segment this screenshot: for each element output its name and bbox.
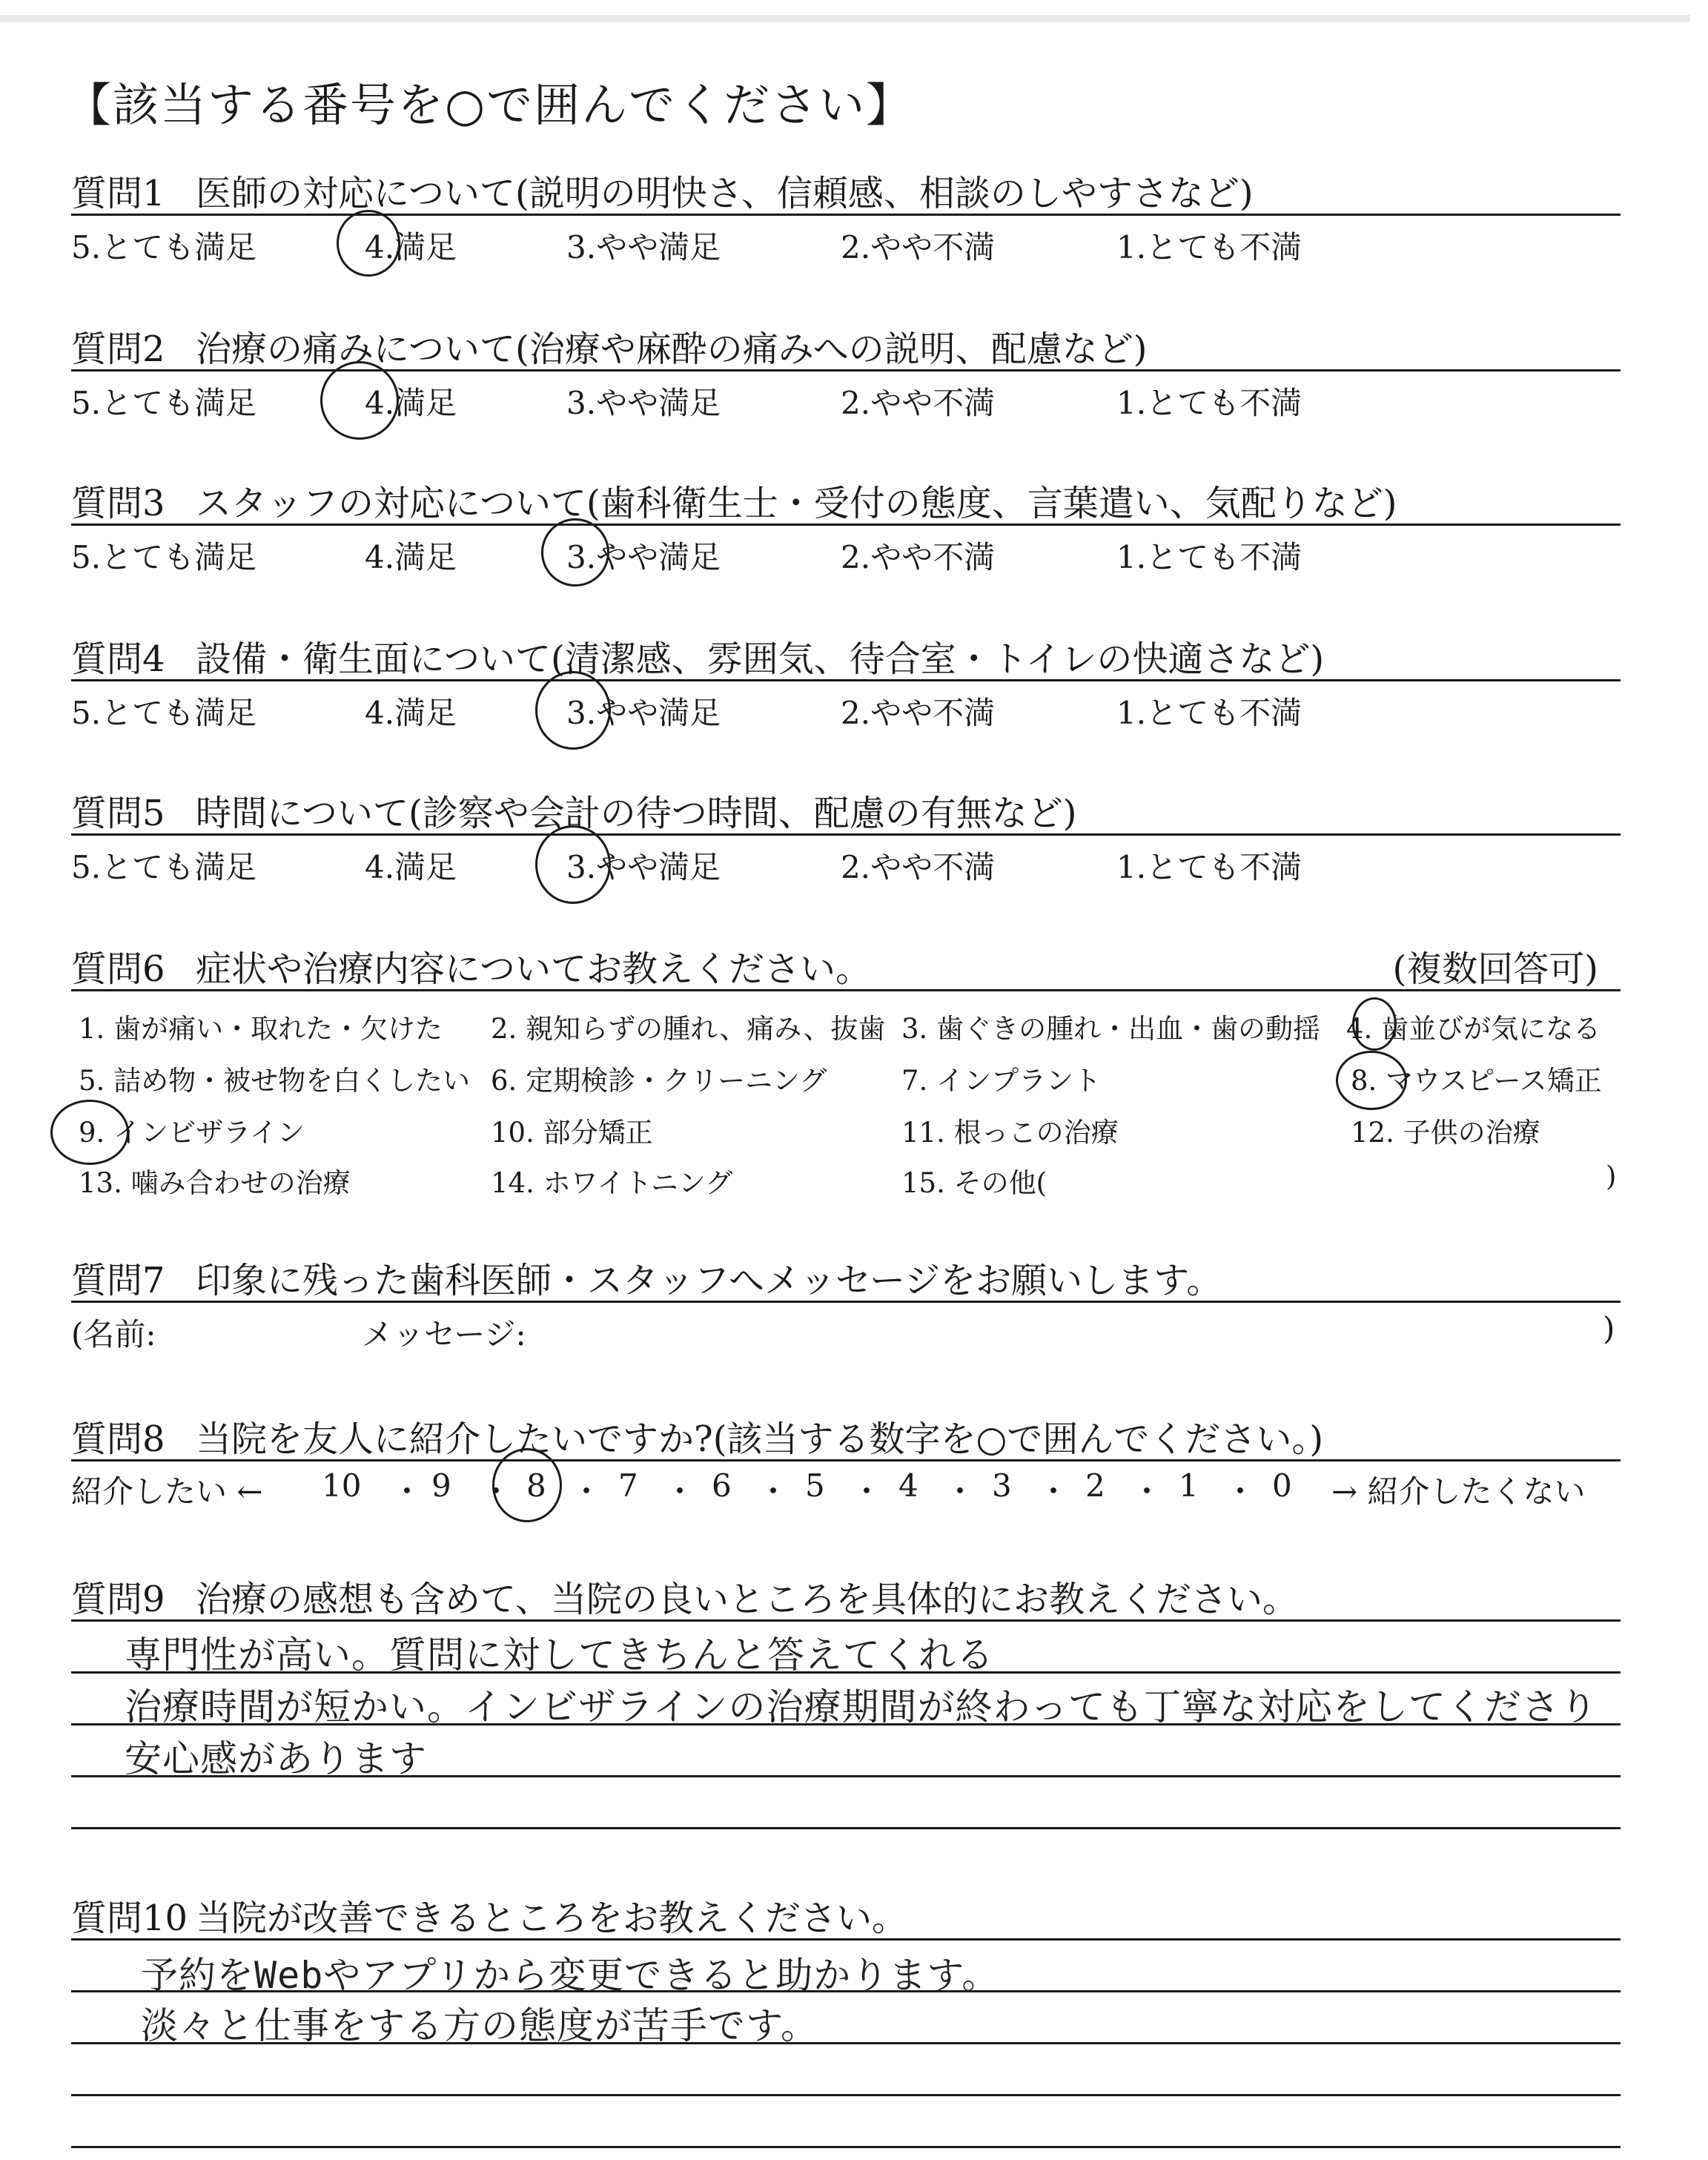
symptom-option-12[interactable]: 12. 子供の治療	[1351, 1117, 1540, 1149]
option-1[interactable]: 1.とても不満	[1116, 229, 1302, 265]
question-1	[71, 165, 1621, 275]
option-1[interactable]: 1.とても不満	[1116, 849, 1302, 885]
scale-dot: ・	[391, 1473, 423, 1510]
scale-dot: ・	[758, 1473, 790, 1510]
answer-line	[71, 1827, 1621, 1829]
symptom-option-1[interactable]: 1. 歯が痛い・取れた・欠けた	[79, 1013, 443, 1045]
name-label: (名前:	[71, 1316, 156, 1353]
message-label: メッセージ:	[362, 1316, 526, 1353]
option-3[interactable]: 3.やや満足	[566, 849, 721, 885]
multiple-answers-note: (複数回答可)	[1392, 948, 1598, 990]
question-6-text: 症状や治療内容についてお教えください。	[196, 948, 872, 990]
symptom-option-10[interactable]: 10. 部分矯正	[491, 1117, 653, 1149]
question-2-text: 治療の痛みについて(治療や麻酔の痛みへの説明、配慮など)	[196, 328, 1148, 370]
question-7-number: 質問7	[71, 1260, 165, 1301]
question-10-text: 当院が改善できるところをお教えください。	[196, 1898, 908, 1939]
question-10-number: 質問10	[71, 1898, 188, 1939]
question-1-number: 質問1	[71, 173, 165, 214]
question-8-text: 当院を友人に紹介したいですか?(該当する数字を○で囲んでください。)	[196, 1418, 1324, 1460]
option-2[interactable]: 2.やや不満	[841, 695, 996, 731]
option-5[interactable]: 5.とても満足	[71, 849, 257, 885]
symptom-option-5[interactable]: 5. 詰め物・被せ物を白くしたい	[79, 1065, 471, 1097]
answer-line	[71, 2094, 1621, 2096]
score-3[interactable]: 3	[992, 1467, 1012, 1504]
question-3-number: 質問3	[71, 483, 165, 524]
option-3[interactable]: 3.やや満足	[566, 229, 721, 265]
q9-answer-line-1: 専門性が高い。質問に対してきちんと答えてくれる	[125, 1634, 994, 1677]
q10-answer-line-1: 予約をWebやアプリから変更できると助かります。	[141, 1954, 1000, 1997]
q10-answer-line-2: 淡々と仕事をする方の態度が苦手です。	[141, 2004, 818, 2047]
scale-dot: ・	[480, 1473, 512, 1510]
option-4[interactable]: 4.満足	[365, 695, 457, 731]
scale-dot: ・	[944, 1473, 976, 1510]
question-7-text: 印象に残った歯科医師・スタッフへメッセージをお願いします。	[196, 1260, 1222, 1301]
answer-line	[71, 2146, 1621, 2148]
option-4[interactable]: 4.満足	[365, 229, 457, 265]
question-8	[71, 1410, 1621, 1515]
scale-dot: ・	[1225, 1473, 1257, 1510]
question-9-number: 質問9	[71, 1579, 165, 1620]
score-9[interactable]: 9	[431, 1467, 451, 1504]
symptom-option-8[interactable]: 8. マウスピース矯正	[1351, 1065, 1602, 1097]
option-2[interactable]: 2.やや不満	[841, 385, 996, 421]
question-8-header	[71, 1410, 1621, 1462]
question-4-header	[71, 630, 1621, 681]
symptom-option-6[interactable]: 6. 定期検診・クリーニング	[491, 1065, 827, 1097]
symptom-option-7[interactable]: 7. インプラント	[901, 1065, 1102, 1097]
symptom-option-9[interactable]: 9. インビザライン	[79, 1117, 305, 1149]
scale-dot: ・	[1038, 1473, 1070, 1510]
question-4-text: 設備・衛生面について(清潔感、雰囲気、待合室・トイレの快適さなど)	[196, 638, 1325, 680]
symptom-option-15[interactable]: 15. その他(	[901, 1167, 1047, 1199]
question-4-number: 質問4	[71, 638, 165, 680]
question-7-header	[71, 1252, 1621, 1303]
option-4[interactable]: 4.満足	[365, 849, 457, 885]
question-2-header	[71, 320, 1621, 371]
question-1-text: 医師の対応について(説明の明快さ、信頼感、相談のしやすさなど)	[196, 173, 1254, 214]
question-7-fields	[71, 1303, 1621, 1355]
question-5-text: 時間について(診察や会計の待つ時間、配慮の有無など)	[196, 793, 1077, 834]
score-4[interactable]: 4	[898, 1467, 918, 1504]
option-3[interactable]: 3.やや満足	[566, 539, 721, 575]
question-7	[71, 1252, 1621, 1355]
question-6-options	[71, 991, 1621, 1214]
score-8[interactable]: 8	[526, 1467, 546, 1504]
scale-left-label: 紹介したい ←	[71, 1473, 263, 1510]
question-5-number: 質問5	[71, 793, 165, 834]
question-3-text: スタッフの対応について(歯科衛生士・受付の態度、言葉遣い、気配りなど)	[196, 483, 1397, 524]
option-1[interactable]: 1.とても不満	[1116, 695, 1302, 731]
question-1-options	[71, 216, 1621, 275]
q9-answer-line-2: 治療時間が短かい。インビザラインの治療期間が終わっても丁寧な対応をしてくださり	[125, 1685, 1598, 1728]
scale-right-label: → 紹介したくない	[1331, 1473, 1586, 1510]
question-5-header	[71, 785, 1621, 836]
option-2[interactable]: 2.やや不満	[841, 229, 996, 265]
question-6-number: 質問6	[71, 948, 165, 990]
scale-dot: ・	[851, 1473, 883, 1510]
question-1-header	[71, 165, 1621, 216]
q9-answer-line-3: 安心感があります	[125, 1737, 427, 1780]
option-3[interactable]: 3.やや満足	[566, 695, 721, 731]
other-close-paren: )	[1606, 1160, 1617, 1192]
option-1[interactable]: 1.とても不満	[1116, 539, 1302, 575]
scale-dot: ・	[571, 1473, 603, 1510]
score-0[interactable]: 0	[1272, 1467, 1292, 1504]
question-3	[71, 475, 1621, 585]
scan-top-edge	[0, 15, 1690, 22]
option-3[interactable]: 3.やや満足	[566, 385, 721, 421]
score-5[interactable]: 5	[805, 1467, 825, 1504]
option-1[interactable]: 1.とても不満	[1116, 385, 1302, 421]
symptom-option-3[interactable]: 3. 歯ぐきの腫れ・出血・歯の動揺	[901, 1013, 1321, 1045]
question-4-options	[71, 681, 1621, 741]
option-4[interactable]: 4.満足	[365, 385, 457, 421]
question-3-options	[71, 526, 1621, 585]
question-2-number: 質問2	[71, 328, 165, 370]
recommend-scale	[71, 1462, 1621, 1515]
score-6[interactable]: 6	[712, 1467, 732, 1504]
option-4[interactable]: 4.満足	[365, 539, 457, 575]
question-10-header	[71, 1889, 1621, 1941]
question-6	[71, 940, 1621, 1214]
option-5[interactable]: 5.とても満足	[71, 695, 257, 731]
option-5[interactable]: 5.とても満足	[71, 385, 257, 421]
page-title: 【該当する番号を○で囲んでください】	[65, 78, 914, 132]
option-5[interactable]: 5.とても満足	[71, 539, 257, 575]
option-2[interactable]: 2.やや不満	[841, 849, 996, 885]
symptom-option-14[interactable]: 14. ホワイトニング	[491, 1167, 733, 1199]
symptom-option-4[interactable]: 4. 歯並びが気になる	[1346, 1013, 1601, 1045]
question-2-options	[71, 371, 1621, 431]
question-9-header	[71, 1571, 1621, 1622]
scale-dot: ・	[1131, 1473, 1163, 1510]
question-5	[71, 785, 1621, 895]
question-5-options	[71, 836, 1621, 895]
question-6-header	[71, 940, 1621, 991]
scale-dot: ・	[664, 1473, 696, 1510]
score-2[interactable]: 2	[1085, 1467, 1105, 1504]
question-9	[71, 1571, 1621, 1622]
question-4	[71, 630, 1621, 741]
message-close-paren: )	[1603, 1310, 1615, 1347]
symptom-option-11[interactable]: 11. 根っこの治療	[901, 1117, 1119, 1149]
question-8-number: 質問8	[71, 1418, 165, 1460]
symptom-option-13[interactable]: 13. 噛み合わせの治療	[79, 1167, 351, 1199]
score-1[interactable]: 1	[1179, 1467, 1199, 1504]
question-9-text: 治療の感想も含めて、当院の良いところを具体的にお教えください。	[196, 1579, 1299, 1620]
question-2	[71, 320, 1621, 431]
option-2[interactable]: 2.やや不満	[841, 539, 996, 575]
option-5[interactable]: 5.とても満足	[71, 229, 257, 265]
score-7[interactable]: 7	[618, 1467, 638, 1504]
symptom-option-2[interactable]: 2. 親知らずの腫れ、痛み、抜歯	[491, 1013, 886, 1045]
question-10	[71, 1889, 1621, 1941]
score-10[interactable]: 10	[322, 1467, 362, 1504]
question-3-header	[71, 475, 1621, 526]
